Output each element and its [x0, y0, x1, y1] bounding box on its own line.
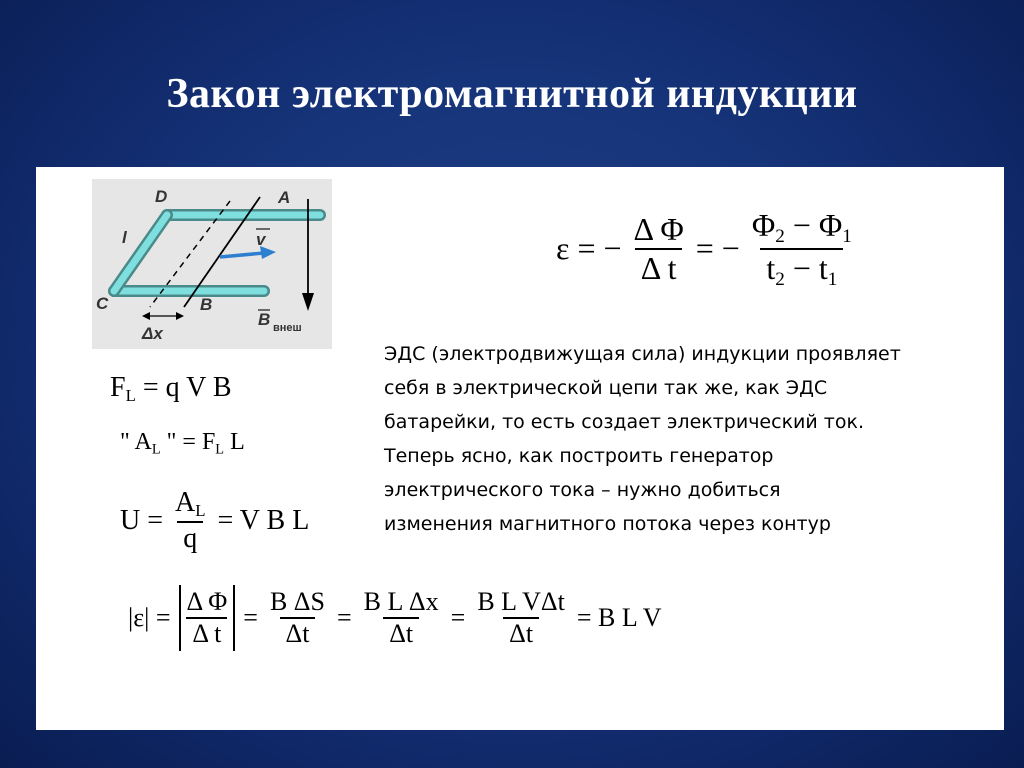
fraction-al-q: $\frac{A_L}{q}$ — [175, 487, 206, 555]
paragraph-line: ЭДС (электродвижущая сила) индукции проявляет — [384, 343, 901, 365]
formula-emf-faraday — [556, 207, 858, 291]
label-length: l — [122, 228, 127, 247]
content-panel — [36, 167, 1004, 730]
induction-diagram — [92, 179, 332, 349]
label-b: B — [200, 295, 213, 314]
absolute-value-bars: $\frac{\text{Δ Φ}}{\text{Δ t}}$ — [179, 585, 236, 651]
paragraph-line: батарейки, то есть создает электрический ток. — [384, 411, 864, 433]
label-d: D — [155, 187, 168, 206]
label-a: A — [278, 188, 291, 207]
formula-emf-derivation: |ε| = $\frac{\text{Δ Φ}}{\text{Δ t}}$ = $\frac{\text{B ΔS}}{\Delta t}$ = $\frac{\text{B L Δx}}{\Delta t}$ = $\frac{\text{B L VΔt}}{\Delta t}$ = B L V — [128, 585, 662, 651]
label-delta-x: Δx — [142, 324, 163, 343]
formula-work: " $A_L$ " = $F_L$ L — [120, 429, 245, 458]
paragraph-line: себя в электрической цепи так же, как ЭДС — [384, 377, 828, 399]
emf-mid: = − — [695, 230, 740, 267]
formula-voltage: U = $\frac{A_L}{q}$ = V B L — [120, 487, 310, 555]
label-velocity: v — [256, 230, 266, 249]
slide-title: Закон электромагнитной индукции — [166, 71, 858, 117]
formula-lorentz-force: $F_L = q$ V B — [110, 372, 232, 406]
fraction-dphi-dt: $\frac{\text{Δ Φ}}{\text{Δ t}}$ — [633, 210, 684, 286]
paragraph-line: изменения магнитного потока через контур — [384, 513, 831, 535]
fraction-phi-diff: $\frac{\Phi_2 - \Phi_1}{t_2 - t_1}$ — [751, 207, 852, 290]
label-c: C — [96, 294, 109, 313]
explanation-paragraph — [384, 337, 994, 541]
label-b-external-sub: внеш — [273, 322, 302, 334]
paragraph-line: Теперь ясно, как построить генератор — [384, 445, 774, 467]
emf-lhs: ε = − — [556, 230, 622, 267]
label-b-external: B — [258, 310, 271, 329]
paragraph-line: электрического тока – нужно добиться — [384, 479, 781, 501]
